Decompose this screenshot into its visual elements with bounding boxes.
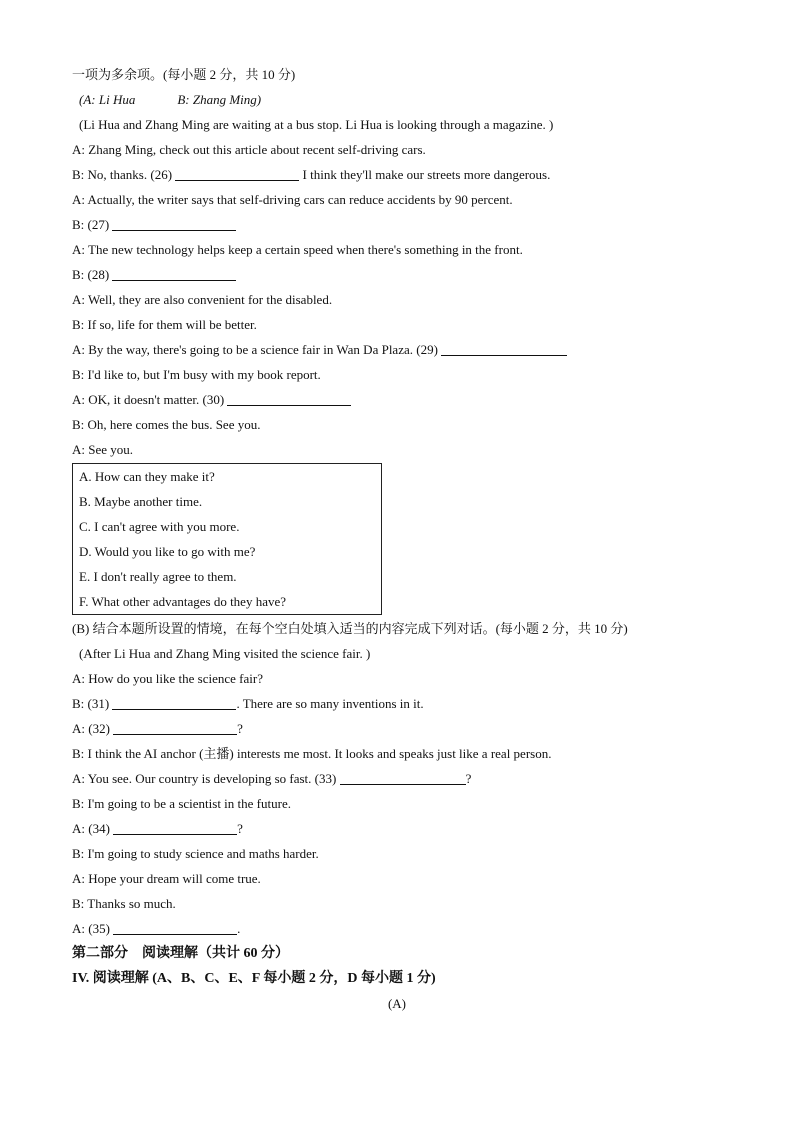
option-item: C. I can't agree with you more. [79, 519, 240, 534]
line-text: . [237, 921, 241, 936]
dialogue-line: A: The new technology helps keep a certain speed when there's something in the front. [72, 242, 523, 257]
dialogue-line: B: I think the AI anchor (主播) interests me most. It looks and speaks just like a real person. [72, 746, 552, 761]
dialogue-line: B: I'd like to, but I'm busy with my book report. [72, 367, 321, 382]
answer-blank-31[interactable] [112, 695, 236, 710]
dialogue-line [72, 716, 722, 741]
options-box [72, 463, 382, 615]
dialogue-line: A: See you. [72, 442, 134, 457]
answer-blank-28[interactable] [112, 266, 236, 281]
context-a: (Li Hua and Zhang Ming are waiting at a bus stop. Li Hua is looking through a magazine. ) [79, 117, 554, 132]
dialogue-line: A: Hope your dream will come true. [72, 871, 261, 886]
exam-page [72, 62, 722, 1016]
answer-blank-34[interactable] [113, 820, 237, 835]
answer-blank-30[interactable] [227, 391, 351, 406]
dialogue-line: A: How do you like the science fair? [72, 671, 263, 686]
dialogue-line: B: Thanks so much. [72, 896, 176, 911]
line-text: A: OK, it doesn't matter. (30) [72, 392, 225, 407]
line-text: A: (34) [72, 821, 110, 836]
line-text: B: (27) [72, 217, 110, 232]
option-item: A. How can they make it? [79, 469, 215, 484]
dialogue-line: B: I'm going to be a scientist in the future. [72, 796, 291, 811]
dialogue-line [72, 262, 722, 287]
line-text: A: By the way, there's going to be a science fair in Wan Da Plaza. (29) [72, 342, 438, 357]
option-item: F. What other advantages do they have? [79, 594, 287, 609]
dialogue-line [72, 387, 722, 412]
line-text: ? [237, 821, 243, 836]
option-item: D. Would you like to go with me? [79, 544, 256, 559]
line-text: A: (32) [72, 721, 110, 736]
dialogue-line [72, 162, 722, 187]
line-text: A: You see. Our country is developing so fast. (33) [72, 771, 337, 786]
line-text: B: (31) [72, 696, 110, 711]
answer-blank-35[interactable] [113, 920, 237, 935]
dialogue-line: A: Actually, the writer says that self-driving cars can reduce accidents by 90 percent. [72, 192, 513, 207]
line-text: B: (28) [72, 267, 110, 282]
section-iv-heading: IV. 阅读理解 (A、B、C、E、F 每小题 2 分，D 每小题 1 分) [72, 971, 436, 986]
answer-blank-32[interactable] [113, 720, 237, 735]
instructions-a: 一项为多余项。(每小题 2 分，共 10 分) [72, 67, 296, 82]
passage-a-label: (A) [387, 996, 407, 1011]
line-text: A: (35) [72, 921, 110, 936]
dialogue-line: B: I'm going to study science and maths harder. [72, 846, 319, 861]
part-two-heading: 第二部分 阅读理解（共计 60 分） [72, 946, 289, 961]
dialogue-line: A: Well, they are also convenient for the disabled. [72, 292, 333, 307]
dialogue-line: B: Oh, here comes the bus. See you. [72, 417, 261, 432]
answer-blank-33[interactable] [340, 770, 466, 785]
line-text: ? [465, 771, 472, 786]
dialogue-line: B: If so, life for them will be better. [72, 317, 257, 332]
dialogue-line [72, 691, 722, 716]
line-text: . There are so many inventions in it. [236, 696, 424, 711]
dialogue-line [72, 766, 722, 791]
line-text: I think they'll make our streets more dangerous. [302, 167, 551, 182]
option-item: B. Maybe another time. [79, 494, 203, 509]
dialogue-line [72, 337, 722, 362]
answer-blank-29[interactable] [441, 341, 567, 356]
context-b: (After Li Hua and Zhang Ming visited the science fair. ) [79, 646, 371, 661]
speaker-list [72, 87, 722, 112]
dialogue-line [72, 816, 722, 841]
answer-blank-26[interactable] [175, 166, 299, 181]
dialogue-line: A: Zhang Ming, check out this article about recent self-driving cars. [72, 142, 426, 157]
line-text: B: No, thanks. (26) [72, 167, 173, 182]
line-text: ? [237, 721, 243, 736]
dialogue-line [72, 212, 722, 237]
answer-blank-27[interactable] [112, 216, 236, 231]
dialogue-line [72, 916, 722, 941]
instructions-b: (B) 结合本题所设置的情境，在每个空白处填入适当的内容完成下列对话。(每小题 2 分，共 10 分) [72, 621, 628, 636]
speaker-a: (A: Li Hua [79, 92, 136, 107]
speaker-b: B: Zhang Ming) [177, 92, 262, 107]
option-item: E. I don't really agree to them. [79, 569, 237, 584]
